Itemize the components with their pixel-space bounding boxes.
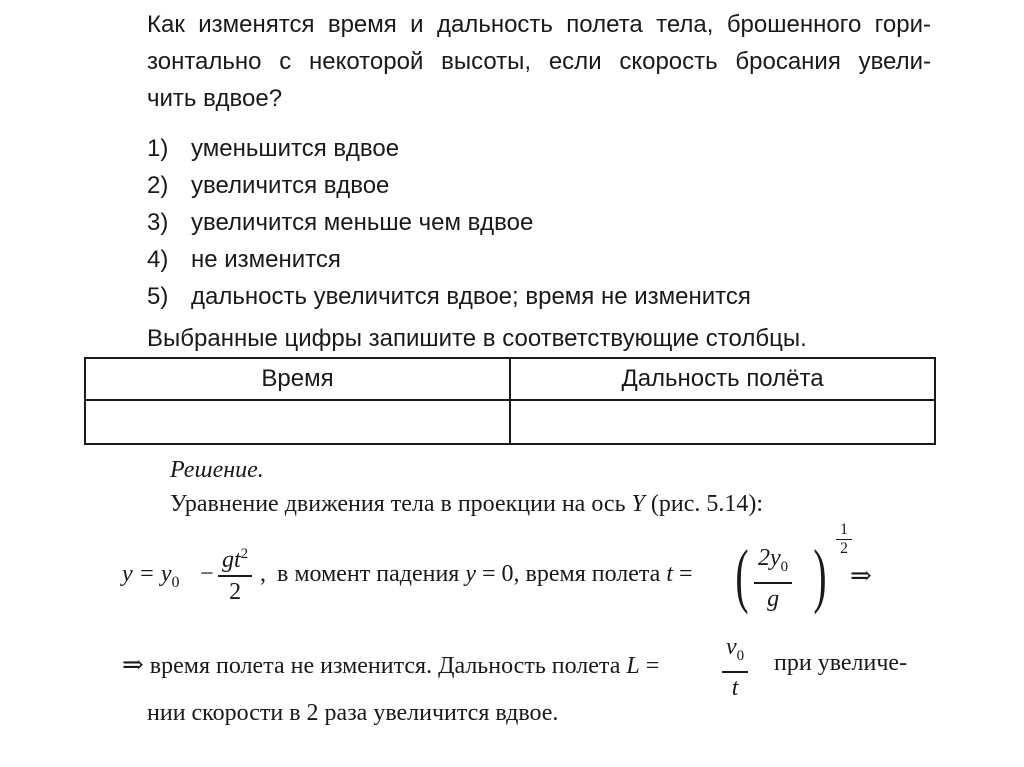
time-fraction-numerator: $2y_0$ (754, 543, 792, 584)
option-number: 2) (147, 172, 169, 199)
question-line-1: Как изменятся время и дальность полета тела, брошенного гори- (147, 11, 931, 38)
option-text: уменьшится вдвое (191, 135, 400, 162)
answer-cell-distance[interactable] (510, 400, 935, 444)
formula-lhs: $y = y_0$ (122, 561, 180, 591)
option-number: 3) (147, 209, 169, 236)
option-3 (147, 204, 751, 241)
time-fraction (754, 543, 792, 614)
implies-arrow: ⇒ (850, 561, 872, 590)
range-fraction-numerator: $v_0$ (722, 632, 748, 673)
option-number: 1) (147, 135, 169, 162)
range-fraction (722, 632, 748, 703)
minus-sign: − (200, 561, 214, 587)
axis-variable: Y (631, 491, 645, 517)
gravity-fraction (218, 539, 252, 607)
right-paren: ) (813, 535, 827, 615)
equation-intro (170, 489, 763, 519)
solution-line-4: нии скорости в 2 раза увеличится вдвое. (147, 700, 559, 726)
solution-line-3-text: ⇒ время полета не изменится. Дальность полета L = (122, 650, 660, 679)
exponent-numerator: 1 (836, 521, 852, 540)
range-fraction-denominator: t (731, 674, 739, 701)
solution-line-3-end: при увеличе- (774, 650, 908, 676)
option-text: увеличится вдвое (191, 172, 390, 199)
option-text: увеличится меньше чем вдвое (191, 209, 534, 236)
header-distance: Дальность полёта (510, 358, 935, 400)
exponent-denominator: 2 (840, 540, 848, 557)
option-1 (147, 130, 751, 167)
answer-cell-time[interactable] (85, 400, 510, 444)
option-text: дальность увеличится вдвое; время не изменится (191, 283, 751, 310)
fraction-numerator: $gt^2$ (218, 539, 252, 577)
comma: , (260, 561, 266, 587)
left-paren: ( (735, 535, 749, 615)
question-text (147, 6, 931, 117)
option-number: 4) (147, 246, 169, 273)
intro-text-after: (рис. 5.14): (644, 491, 764, 517)
solution-line-3 (122, 634, 922, 701)
option-4 (147, 241, 751, 278)
motion-formula (122, 521, 922, 627)
answer-table-header-row (85, 358, 935, 400)
option-5 (147, 278, 751, 315)
option-number: 5) (147, 283, 169, 310)
option-text: не изменится (191, 246, 341, 273)
question-line-3: чить вдвое? (147, 85, 283, 112)
header-time: Время (85, 358, 510, 400)
fraction-denominator: 2 (229, 579, 242, 605)
formula-middle-text: в момент падения y = 0, время полета t = (277, 561, 693, 587)
answer-table-input-row (85, 400, 935, 444)
answer-table (84, 357, 936, 445)
question-line-2: зонтально с некоторой высоты, если скорость бросания увели- (147, 48, 931, 75)
intro-text-before: Уравнение движения тела в проекции на ось (170, 491, 632, 517)
option-2 (147, 167, 751, 204)
exponent-fraction (836, 521, 852, 558)
instruction-text: Выбранные цифры запишите в соответствующие столбцы. (147, 325, 807, 352)
answer-options (147, 130, 751, 315)
time-fraction-denominator: g (767, 585, 780, 612)
solution-heading: Решение. (170, 457, 264, 483)
